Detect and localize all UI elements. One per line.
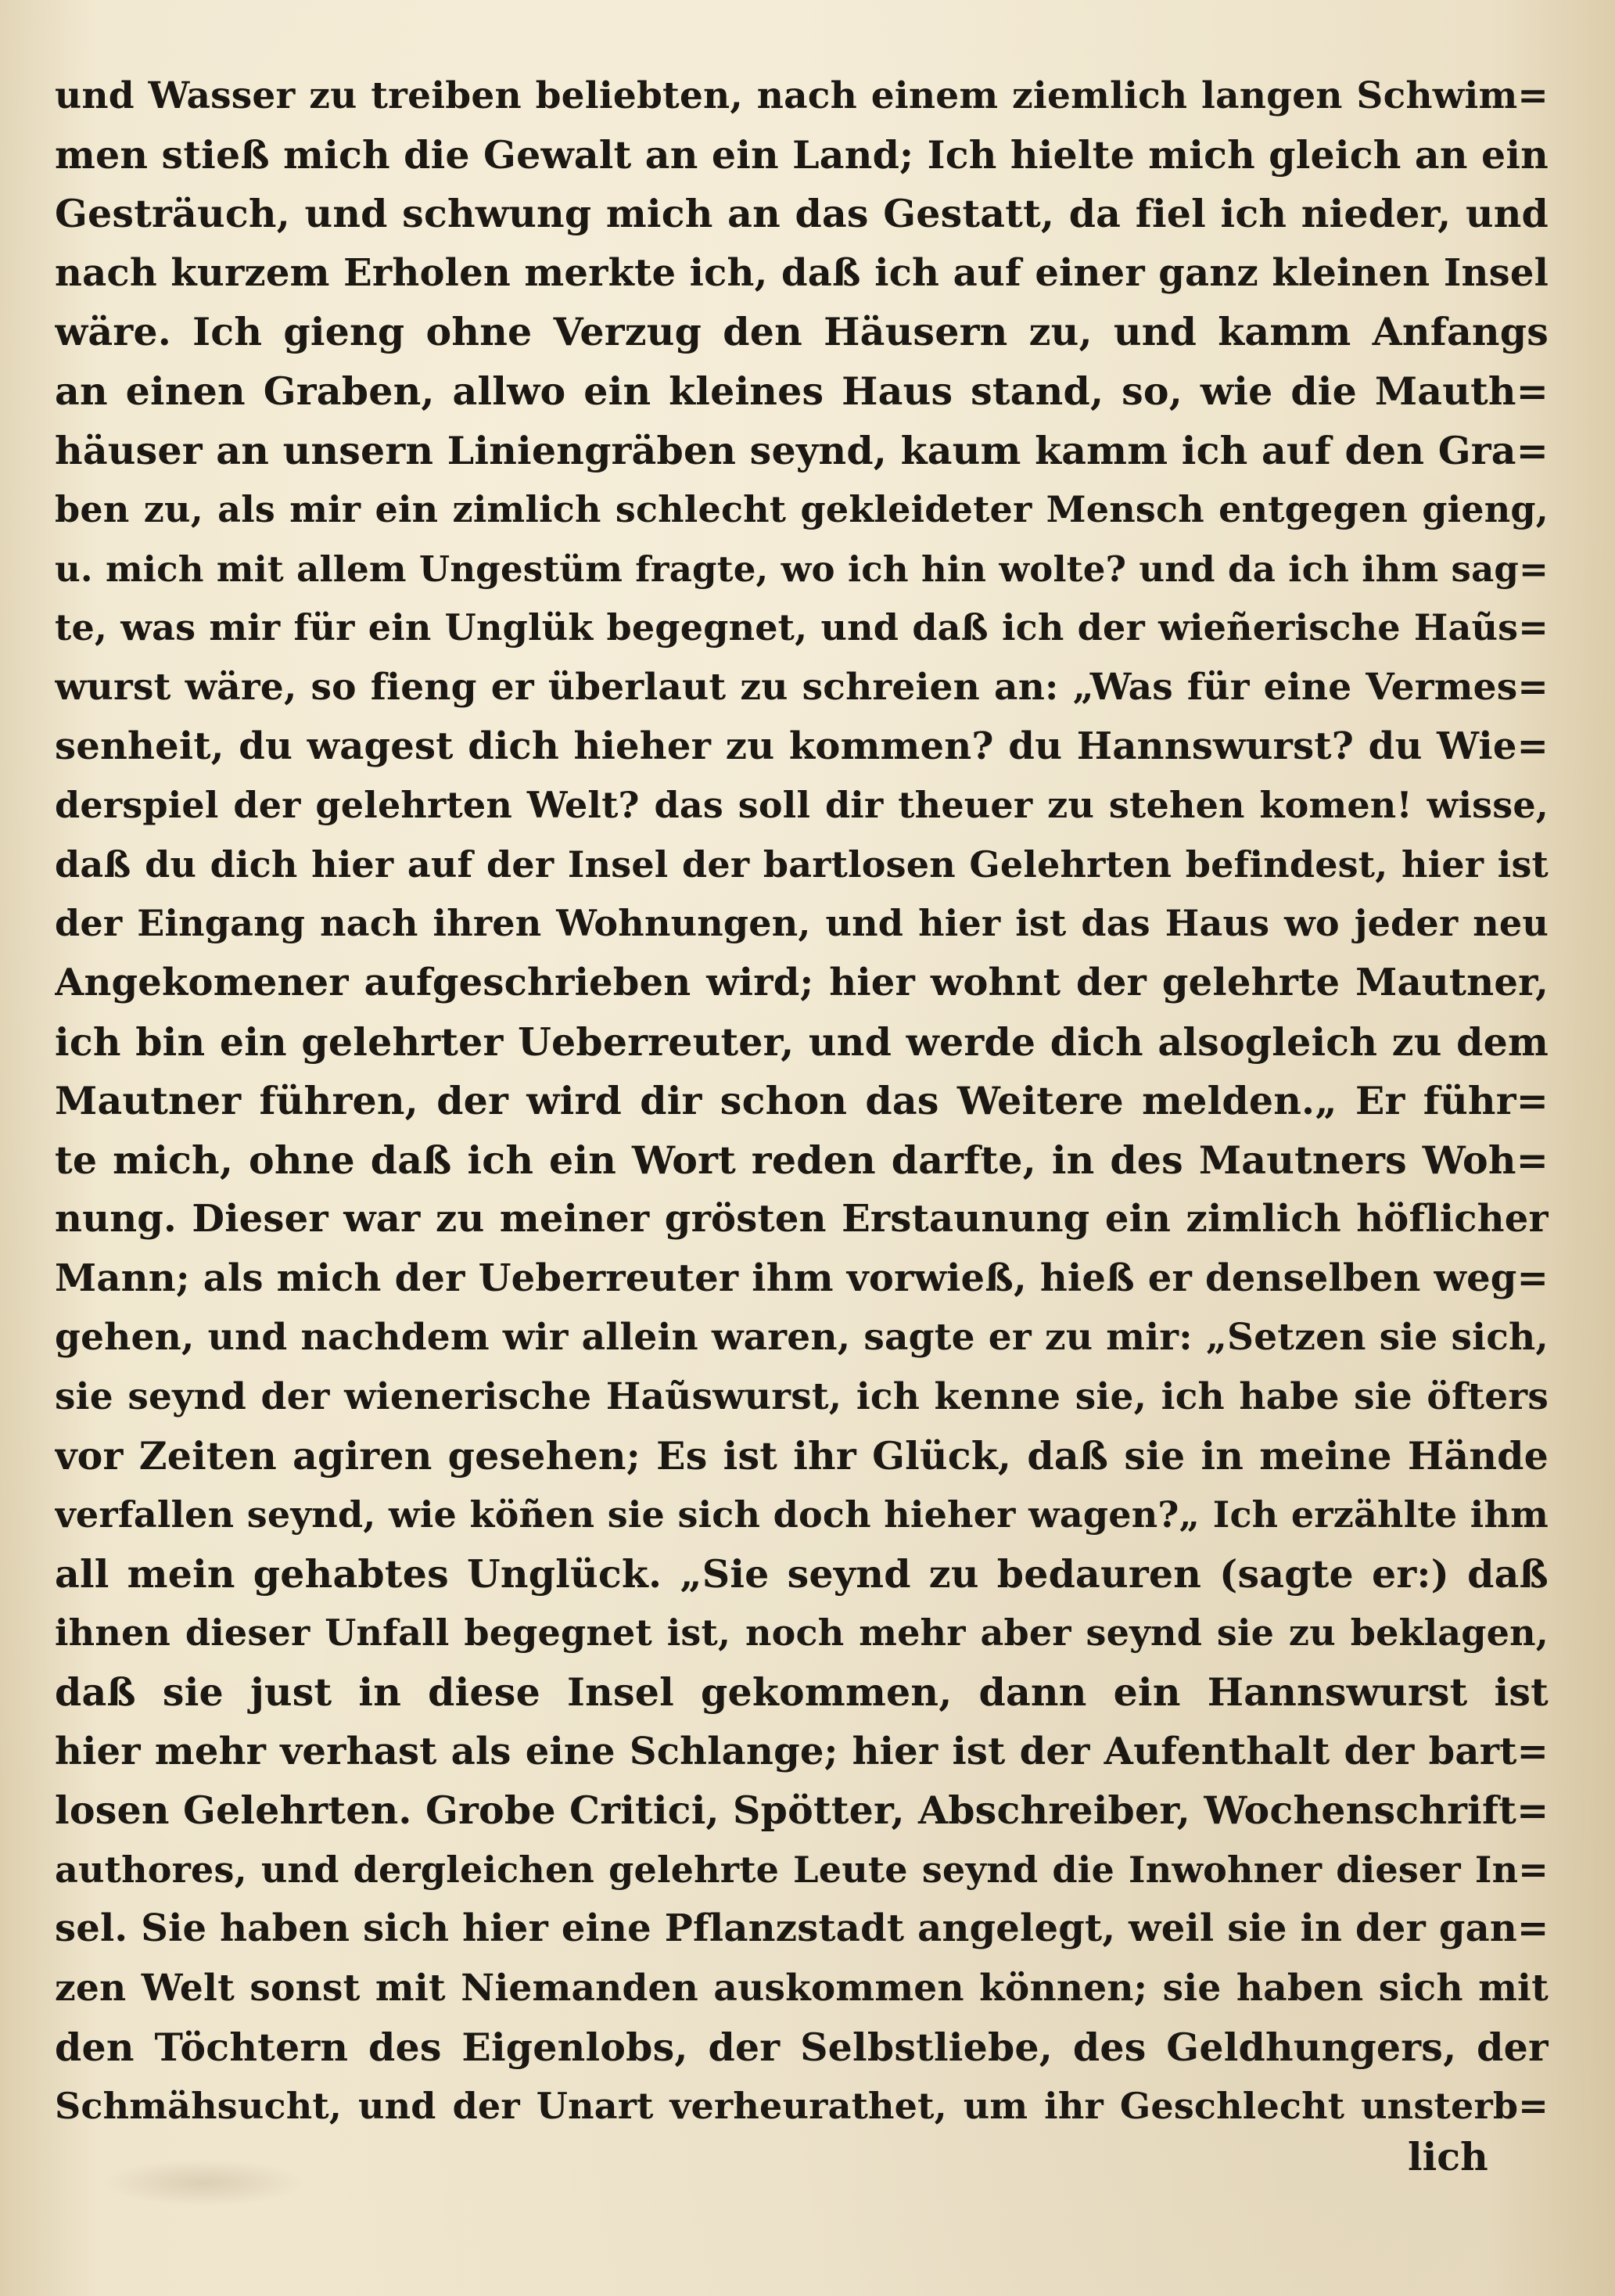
text-line: nung. Dieser war zu meiner grösten Erstaunung ein zimlich höflicher — [55, 1197, 1549, 1241]
text-line: häuser an unsern Liniengräben seynd, kaum kamm ich auf den Gra= — [55, 427, 1549, 473]
paper-stain — [102, 2159, 305, 2206]
text-line: u. mich mit allem Ungestüm fragte, wo ich hin wolte? und da ich ihm sag= — [55, 548, 1549, 590]
text-line: an einen Graben, allwo ein kleines Haus stand, so, wie die Mauth= — [55, 368, 1549, 414]
text-line: ihnen dieser Unfall begegnet ist, noch mehr aber seynd sie zu beklagen, — [55, 1612, 1549, 1655]
text-line: sel. Sie haben sich hier eine Pflanzstadt angelegt, weil sie in der gan= — [55, 1906, 1549, 1951]
text-line: men stieß mich die Gewalt an ein Land; Ich hielte mich gleich an ein — [55, 131, 1549, 178]
body-text — [55, 66, 1549, 2136]
text-line: der Eingang nach ihren Wohnungen, und hier ist das Haus wo jeder neu — [55, 902, 1549, 945]
text-line: gehen, und nachdem wir allein waren, sagte er zu mir: „Setzen sie sich, — [55, 1316, 1549, 1360]
text-line: daß sie just in diese Insel gekommen, dann ein Hannswurst ist — [55, 1669, 1549, 1716]
text-line: te mich, ohne daß ich ein Wort reden darfte, in des Mautners Woh= — [55, 1137, 1549, 1183]
text-line: daß du dich hier auf der Insel der bartlosen Gelehrten befindest, hier ist — [55, 843, 1549, 886]
text-line: Angekomener aufgeschrieben wird; hier wohnt der gelehrte Mautner, — [55, 960, 1549, 1004]
text-line: vor Zeiten agiren gesehen; Es ist ihr Glück, daß sie in meine Hände — [55, 1432, 1549, 1479]
text-line: verfallen seynd, wie köñen sie sich doch hieher wagen?„ Ich erzählte ihm — [55, 1493, 1549, 1536]
text-line: te, was mir für ein Unglük begegnet, und daß ich der wieñerische Haũs= — [55, 606, 1549, 649]
text-line: wäre. Ich gieng ohne Verzug den Häusern zu, und kamm Anfangs — [55, 309, 1549, 355]
text-line: zen Welt sonst mit Niemanden auskommen können; sie haben sich mit — [55, 1967, 1549, 2010]
text-line: ben zu, als mir ein zimlich schlecht gekleideter Mensch entgegen gieng, — [55, 488, 1549, 531]
text-line: authores, und dergleichen gelehrte Leute seynd die Inwohner dieser In= — [55, 1848, 1549, 1891]
text-line: Schmähsucht, und der Unart verheurathet, um ihr Geschlecht unsterb= — [55, 2085, 1549, 2128]
text-line: ich bin ein gelehrter Ueberreuter, und werde dich alsogleich zu dem — [55, 1019, 1549, 1065]
catchword: lich — [1408, 2134, 1488, 2179]
text-line: Mann; als mich der Ueberreuter ihm vorwieß, hieß er denselben weg= — [55, 1256, 1549, 1300]
text-line: Gesträuch, und schwung mich an das Gestatt, da fiel ich nieder, und — [55, 191, 1549, 237]
text-line: den Töchtern des Eigenlobs, der Selbstliebe, des Geldhungers, der — [55, 2024, 1549, 2070]
text-line: Mautner führen, der wird dir schon das Weitere melden.„ Er führ= — [55, 1078, 1549, 1124]
text-line: sie seynd der wienerische Haũswurst, ich kenne sie, ich habe sie öfters — [55, 1375, 1549, 1419]
text-line: hier mehr verhast als eine Schlange; hier ist der Aufenthalt der bart= — [55, 1729, 1549, 1773]
text-line: losen Gelehrten. Grobe Critici, Spötter, Abschreiber, Wochenschrift= — [55, 1788, 1549, 1834]
text-line: und Wasser zu treiben beliebten, nach einem ziemlich langen Schwim= — [55, 74, 1549, 117]
text-line: nach kurzem Erholen merkte ich, daß ich auf einer ganz kleinen Insel — [55, 250, 1549, 295]
text-line: derspiel der gelehrten Welt? das soll dir theuer zu stehen komen! wisse, — [55, 784, 1549, 827]
text-line: senheit, du wagest dich hieher zu kommen? du Hannswurst? du Wie= — [55, 724, 1549, 768]
text-line: all mein gehabtes Unglück. „Sie seynd zu bedauren (sagte er:) daß — [55, 1550, 1549, 1597]
text-line: wurst wäre, so fieng er überlaut zu schreien an: „Was für eine Vermes= — [55, 665, 1549, 709]
